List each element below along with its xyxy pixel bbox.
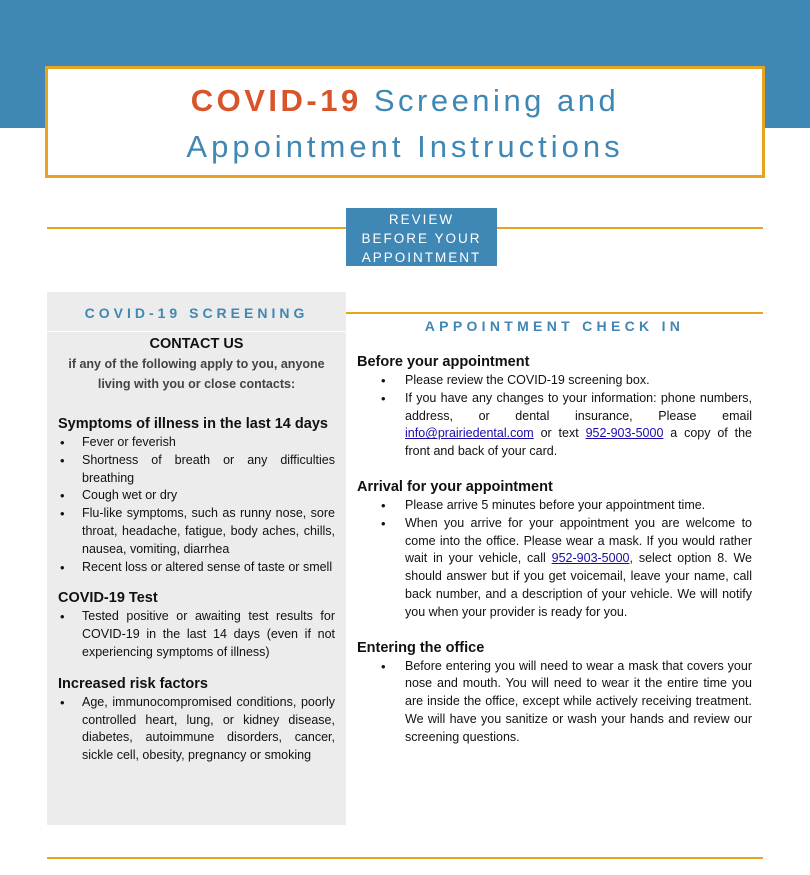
divider-bottom <box>47 857 763 859</box>
contact-sub-line2: living with you or close contacts: <box>97 377 296 391</box>
arrival-heading: Arrival for your appointment <box>357 478 553 495</box>
list-item: • Shortness of breath or any difficulties breathing <box>58 452 335 488</box>
arrival-list <box>357 497 752 622</box>
before-list <box>357 372 752 461</box>
contact-sub-line1: if any of the following apply to you, anyone <box>68 357 325 371</box>
risk-heading: Increased risk factors <box>58 675 208 692</box>
screening-panel <box>47 292 346 825</box>
list-item: • Before entering you will need to wear a mask that covers your nose and mouth. You will need to wear it the entire time you are inside the office, except while actively receiving treatment. We will have you sanitize or wash your hands and review our screening questions. <box>357 658 752 747</box>
title-box <box>45 66 765 178</box>
list-item: • Age, immunocompromised conditions, poorly controlled heart, lung, or kidney disease, diabetes, autoimmune disorders, cancer, sickle cell, obesity, pregnancy or smoking <box>58 694 335 765</box>
contact-title: CONTACT US <box>149 336 244 352</box>
phone-link[interactable]: 952-903-5000 <box>585 426 664 441</box>
list-item: • Cough wet or dry <box>58 487 335 505</box>
arrival-text-b: , select option 8. We should answer but if you get voicemail, leave your name, call back number, and a description of your vehicle. We will notify you when your provider is ready for you. <box>405 551 753 619</box>
before-text-c: a copy of the front and back of your card. <box>405 426 752 459</box>
page-title-line1 <box>48 83 762 119</box>
entering-list <box>357 658 752 747</box>
before-heading: Before your appointment <box>357 354 530 370</box>
checkin-heading: APPOINTMENT CHECK IN <box>346 312 763 336</box>
screening-heading: COVID-19 SCREENING <box>47 292 346 332</box>
review-line1: REVIEW <box>388 212 455 227</box>
symptoms-list <box>58 434 335 576</box>
list-item: • Please arrive 5 minutes before your appointment time. <box>357 497 752 515</box>
list-item: • Tested positive or awaiting test results for COVID-19 in the last 14 days (even if not experiencing symptoms of illness) <box>58 608 335 661</box>
test-list <box>58 608 335 661</box>
list-item: • Please review the COVID-19 screening box. <box>357 372 752 390</box>
checkin-column <box>357 354 752 747</box>
list-item <box>357 515 752 622</box>
risk-list <box>58 694 335 765</box>
email-link[interactable]: info@prairiedental.com <box>405 426 534 441</box>
entering-heading: Entering the office <box>357 639 485 656</box>
review-badge <box>346 208 497 266</box>
phone-link[interactable]: 952-903-5000 <box>551 551 630 566</box>
test-heading: COVID-19 Test <box>58 590 158 607</box>
before-text-b: or text <box>533 426 586 441</box>
list-item: • Fever or feverish <box>58 434 335 452</box>
before-text-a: If you have any changes to your information: phone numbers, address, or dental insurance, Please email <box>405 390 752 423</box>
contact-subtitle <box>47 354 346 394</box>
list-item <box>357 390 752 461</box>
symptoms-heading: Symptoms of illness in the last 14 days <box>58 416 328 432</box>
title-covid: COVID-19 <box>190 83 362 118</box>
title-rest: Screening and <box>373 83 620 118</box>
review-line3: APPOINTMENT <box>361 250 482 265</box>
page-title-line2: Appointment Instructions <box>186 129 624 164</box>
review-line2: BEFORE YOUR <box>361 231 482 246</box>
list-item: • Recent loss or altered sense of taste or smell <box>58 559 335 577</box>
list-item: • Flu-like symptoms, such as runny nose, sore throat, headache, fatigue, body aches, chills, nausea, vomiting, diarrhea <box>58 505 335 558</box>
arrival-text-a: When you arrive for your appointment you are welcome to come into the office. Please wear a mask. If you would rather wait in your vehicle, call <box>405 515 752 566</box>
